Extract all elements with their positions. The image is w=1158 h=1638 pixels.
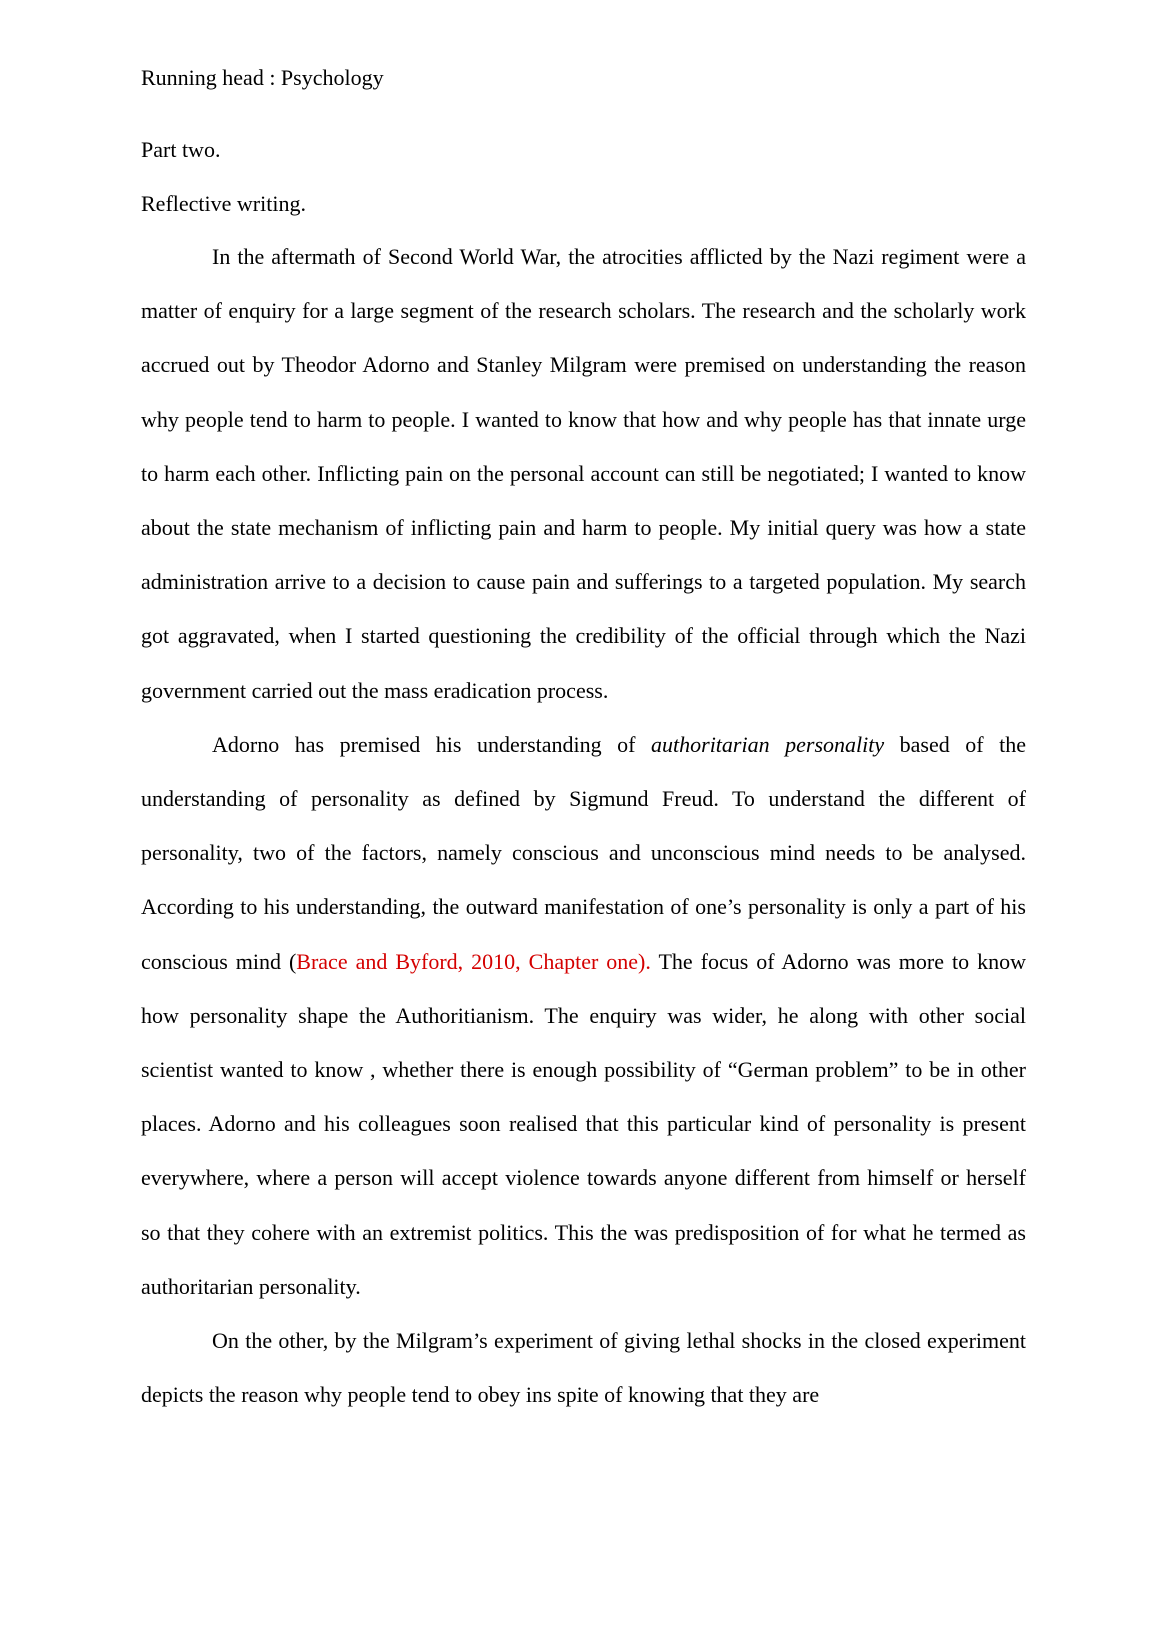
paragraph-adorno-text-2: based of the understanding of personality as defined by Sigmund Freud. To understand the different of personality, two of the factors, namely conscious and unconscious mind needs to be analysed. According to his understanding, the outward manifestation of one’s personality is only a part of his conscious mind ( xyxy=(141,731,1026,974)
paragraph-adorno xyxy=(141,718,1026,1314)
authoritarian-personality-term: authoritarian personality xyxy=(651,731,885,757)
paragraph-adorno-text-1: Adorno has premised his understanding of xyxy=(212,731,652,757)
section-heading: Reflective writing. xyxy=(141,191,306,216)
part-heading: Part two. xyxy=(141,137,221,162)
document-page xyxy=(141,64,1026,1422)
paragraph-adorno-text-3: The focus of Adorno was more to know how personality shape the Authoritianism. The enquiry was wider, he along with other social scientist wanted to know , whether there is enough possibility of “German problem” to be in other places. Adorno and his colleagues soon realised that this particular kind of personality is present everywhere, where a person will accept violence towards anyone different from himself or herself so that they cohere with an extremist politics. This the was predisposition of for what he termed as authoritarian personality. xyxy=(141,948,1026,1299)
paragraph-milgram: On the other, by the Milgram’s experiment of giving lethal shocks in the closed experiment depicts the reason why people tend to obey ins spite of knowing that they are xyxy=(141,1328,1026,1408)
citation-brace-byford: Brace and Byford, 2010, Chapter one). xyxy=(296,948,651,974)
paragraph-aftermath: In the aftermath of Second World War, the atrocities afflicted by the Nazi regiment were a matter of enquiry for a large segment of the research scholars. The research and the scholarly work accrued out by Theodor Adorno and Stanley Milgram were premised on understanding the reason why people tend to harm to people. I wanted to know that how and why people has that innate urge to harm each other. Inflicting pain on the personal account can still be negotiated; I wanted to know about the state mechanism of inflicting pain and harm to people. My initial query was how a state administration arrive to a decision to cause pain and sufferings to a targeted population. My search got aggravated, when I started questioning the credibility of the official through which the Nazi government carried out the mass eradication process. xyxy=(141,244,1026,703)
running-head: Running head : Psychology xyxy=(141,65,384,90)
